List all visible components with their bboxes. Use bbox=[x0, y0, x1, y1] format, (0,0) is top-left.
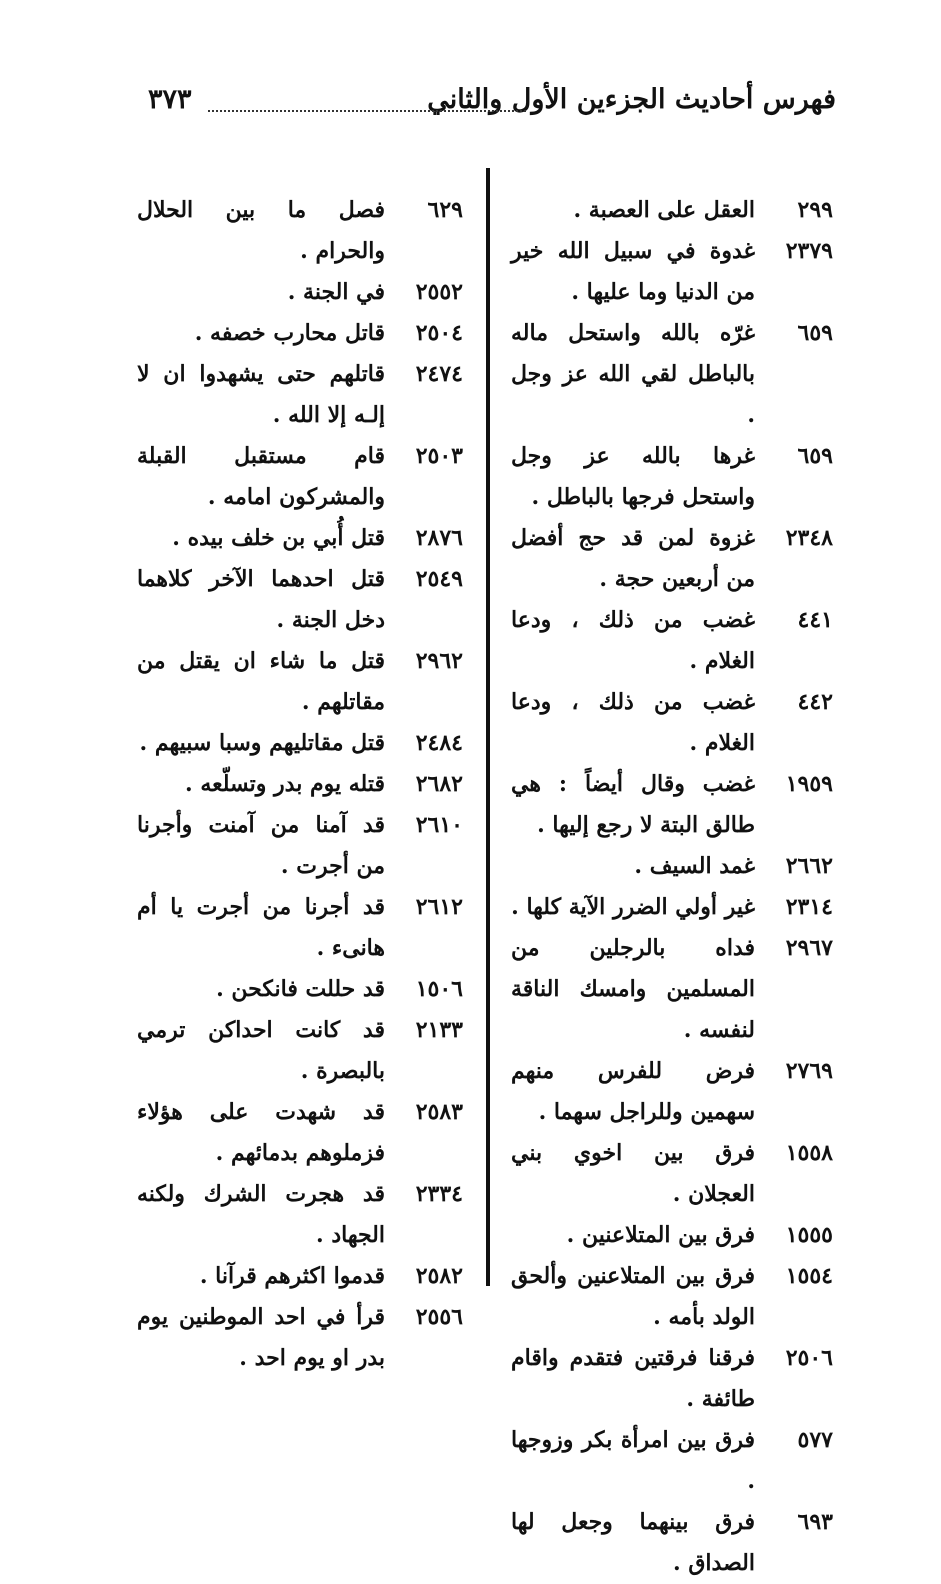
hadith-number: ٢٣٣٤ bbox=[415, 1181, 463, 1207]
hadith-text: غدوة في سبيل الله خير من الدنيا وما عليها . bbox=[511, 238, 755, 305]
hadith-number: ٢٦١٠ bbox=[415, 812, 463, 838]
index-entry bbox=[511, 518, 833, 600]
hadith-text: قد آمنا من آمنت وأجرنا من أجرت . bbox=[137, 812, 385, 879]
index-entry bbox=[137, 313, 463, 354]
index-entry bbox=[511, 1051, 833, 1133]
hadith-number: ١٥٥٨ bbox=[785, 1140, 833, 1166]
hadith-text: فرق بين المتلاعنين وألحق الولد بأمه . bbox=[511, 1263, 755, 1330]
hadith-text: العقل على العصبة . bbox=[573, 197, 755, 223]
index-entry bbox=[137, 1297, 463, 1379]
hadith-text: قتل مقاتليهم وسبا سبيهم . bbox=[139, 730, 385, 756]
hadith-number: ٢٥٠٣ bbox=[415, 443, 463, 469]
hadith-number: ٢٤٧٤ bbox=[415, 361, 463, 387]
hadith-number: ٢٥٠٤ bbox=[415, 320, 463, 346]
hadith-text: قتله يوم بدر وتسلّعه . bbox=[185, 771, 385, 797]
hadith-text: فرق بين امرأة بكر وزوجها . bbox=[511, 1427, 755, 1494]
hadith-text: قد أجرنا من أجرت يا أم هانىء . bbox=[137, 894, 385, 961]
index-entry bbox=[511, 231, 833, 313]
hadith-text: قد كانت احداكن ترمي بالبصرة . bbox=[137, 1017, 385, 1084]
hadith-number: ٢٩٦٢ bbox=[415, 648, 463, 674]
index-entry bbox=[137, 723, 463, 764]
dotted-leader bbox=[208, 110, 526, 112]
hadith-number: ٢٥٥٢ bbox=[415, 279, 463, 305]
hadith-number: ٢٨٧٦ bbox=[415, 525, 463, 551]
hadith-number: ٢٤٨٤ bbox=[415, 730, 463, 756]
hadith-text: غضب وقال أيضاً : هي طالق البتة لا رجع إليها . bbox=[511, 771, 755, 838]
index-entry bbox=[511, 887, 833, 928]
index-entry bbox=[137, 354, 463, 436]
index-column-left bbox=[137, 190, 463, 1379]
hadith-number: ٢٩٦٧ bbox=[785, 935, 833, 961]
hadith-number: ٤٤١ bbox=[797, 607, 833, 633]
index-entry bbox=[137, 190, 463, 272]
hadith-text: قتل احدهما الآخر كلاهما دخل الجنة . bbox=[137, 566, 385, 633]
hadith-number: ٢٧٦٩ bbox=[785, 1058, 833, 1084]
hadith-number: ٦٢٩ bbox=[427, 197, 463, 223]
index-entry bbox=[137, 887, 463, 969]
hadith-number: ١٥٠٦ bbox=[415, 976, 463, 1002]
index-entry bbox=[511, 1215, 833, 1256]
hadith-number: ٢٦٨٢ bbox=[415, 771, 463, 797]
index-entry bbox=[137, 805, 463, 887]
index-entry bbox=[137, 1174, 463, 1256]
index-entry bbox=[137, 272, 463, 313]
index-entry bbox=[137, 559, 463, 641]
index-entry bbox=[511, 436, 833, 518]
index-entry bbox=[511, 1420, 833, 1502]
hadith-number: ٢٣١٤ bbox=[785, 894, 833, 920]
hadith-text: قتل أُبي بن خلف بيده . bbox=[172, 525, 385, 551]
hadith-text: غضب من ذلك ، ودعا الغلام . bbox=[511, 607, 755, 674]
hadith-text: غزوة لمن قد حج أفضل من أربعين حجة . bbox=[511, 525, 755, 592]
page-number: ٣٧٣ bbox=[148, 84, 192, 115]
index-entry bbox=[511, 1133, 833, 1215]
hadith-number: ٢٥٨٣ bbox=[415, 1099, 463, 1125]
index-entry bbox=[137, 1256, 463, 1297]
index-entry bbox=[137, 518, 463, 559]
hadith-text: قاتلهم حتى يشهدوا ان لا إلـه إلا الله . bbox=[137, 361, 385, 428]
hadith-text: غرّه بالله واستحل ماله بالباطل لقي الله عز وجل . bbox=[511, 320, 755, 428]
hadith-text: غضب من ذلك ، ودعا الغلام . bbox=[511, 689, 755, 756]
hadith-number: ٢٥٥٦ bbox=[415, 1304, 463, 1330]
index-entry bbox=[511, 764, 833, 846]
hadith-number: ٦٥٩ bbox=[797, 443, 833, 469]
index-entry bbox=[511, 313, 833, 436]
index-entry bbox=[137, 1010, 463, 1092]
hadith-text: غير أولي الضرر الآية كلها . bbox=[511, 894, 755, 920]
index-entry bbox=[137, 641, 463, 723]
hadith-text: قدموا اكثرهم قرآنا . bbox=[199, 1263, 385, 1289]
hadith-number: ٢٩٩ bbox=[797, 197, 833, 223]
page-header bbox=[138, 82, 836, 128]
hadith-number: ٦٩٣ bbox=[797, 1509, 833, 1535]
hadith-text: فرق بينهما وجعل لها الصداق . bbox=[511, 1509, 755, 1576]
hadith-number: ١٥٥٤ bbox=[785, 1263, 833, 1289]
index-entry bbox=[511, 1256, 833, 1338]
running-title: فهرس أحاديث الجزءين الأول والثاني bbox=[427, 84, 836, 115]
hadith-text: في الجنة . bbox=[287, 279, 385, 305]
index-entry bbox=[511, 682, 833, 764]
index-entry bbox=[511, 600, 833, 682]
hadith-number: ١٩٥٩ bbox=[785, 771, 833, 797]
hadith-text: فرق بين اخوي بني العجلان . bbox=[511, 1140, 755, 1207]
index-entry bbox=[137, 436, 463, 518]
hadith-number: ٤٤٢ bbox=[797, 689, 833, 715]
hadith-number: ٥٧٧ bbox=[797, 1427, 833, 1453]
hadith-number: ٢٣٧٩ bbox=[785, 238, 833, 264]
index-entry bbox=[137, 1092, 463, 1174]
hadith-text: قد هجرت الشرك ولكنه الجهاد . bbox=[137, 1181, 385, 1248]
hadith-text: غرها بالله عز وجل واستحل فرجها بالباطل . bbox=[511, 443, 755, 510]
hadith-number: ٢٥٠٦ bbox=[785, 1345, 833, 1371]
index-column-right bbox=[511, 190, 833, 1584]
hadith-text: فصل ما بين الحلال والحرام . bbox=[137, 197, 385, 264]
index-entry bbox=[137, 764, 463, 805]
hadith-text: غمد السيف . bbox=[634, 853, 755, 879]
hadith-number: ٢٦٦٢ bbox=[785, 853, 833, 879]
index-entry bbox=[511, 190, 833, 231]
hadith-text: فداه بالرجلين من المسلمين وامسك الناقة لنفسه . bbox=[511, 935, 755, 1043]
hadith-number: ١٥٥٥ bbox=[785, 1222, 833, 1248]
hadith-number: ٢٣٤٨ bbox=[785, 525, 833, 551]
hadith-text: فرق بين المتلاعنين . bbox=[566, 1222, 755, 1248]
index-entry bbox=[511, 1502, 833, 1584]
index-entry bbox=[137, 969, 463, 1010]
hadith-number: ٢١٣٣ bbox=[415, 1017, 463, 1043]
hadith-text: قد حللت فانكحن . bbox=[216, 976, 385, 1002]
hadith-text: قرأ في احد الموطنين يوم بدر او يوم احد . bbox=[137, 1304, 385, 1371]
hadith-number: ٦٥٩ bbox=[797, 320, 833, 346]
index-entry bbox=[511, 846, 833, 887]
hadith-text: قتل ما شاء ان يقتل من مقاتلهم . bbox=[137, 648, 385, 715]
column-divider bbox=[486, 168, 490, 1286]
hadith-number: ٢٦١٢ bbox=[415, 894, 463, 920]
hadith-number: ٢٥٨٢ bbox=[415, 1263, 463, 1289]
hadith-text: قام مستقبل القبلة والمشركون امامه . bbox=[137, 443, 385, 510]
hadith-number: ٢٥٤٩ bbox=[415, 566, 463, 592]
index-entry bbox=[511, 1338, 833, 1420]
hadith-text: فرقنا فرقتين فتقدم واقام طائفة . bbox=[511, 1345, 755, 1412]
hadith-text: فرض للفرس منهم سهمين وللراجل سهما . bbox=[511, 1058, 755, 1125]
hadith-text: قد شهدت على هؤلاء فزملوهم بدمائهم . bbox=[137, 1099, 385, 1166]
hadith-text: قاتل محارب خصفه . bbox=[194, 320, 385, 346]
index-entry bbox=[511, 928, 833, 1051]
